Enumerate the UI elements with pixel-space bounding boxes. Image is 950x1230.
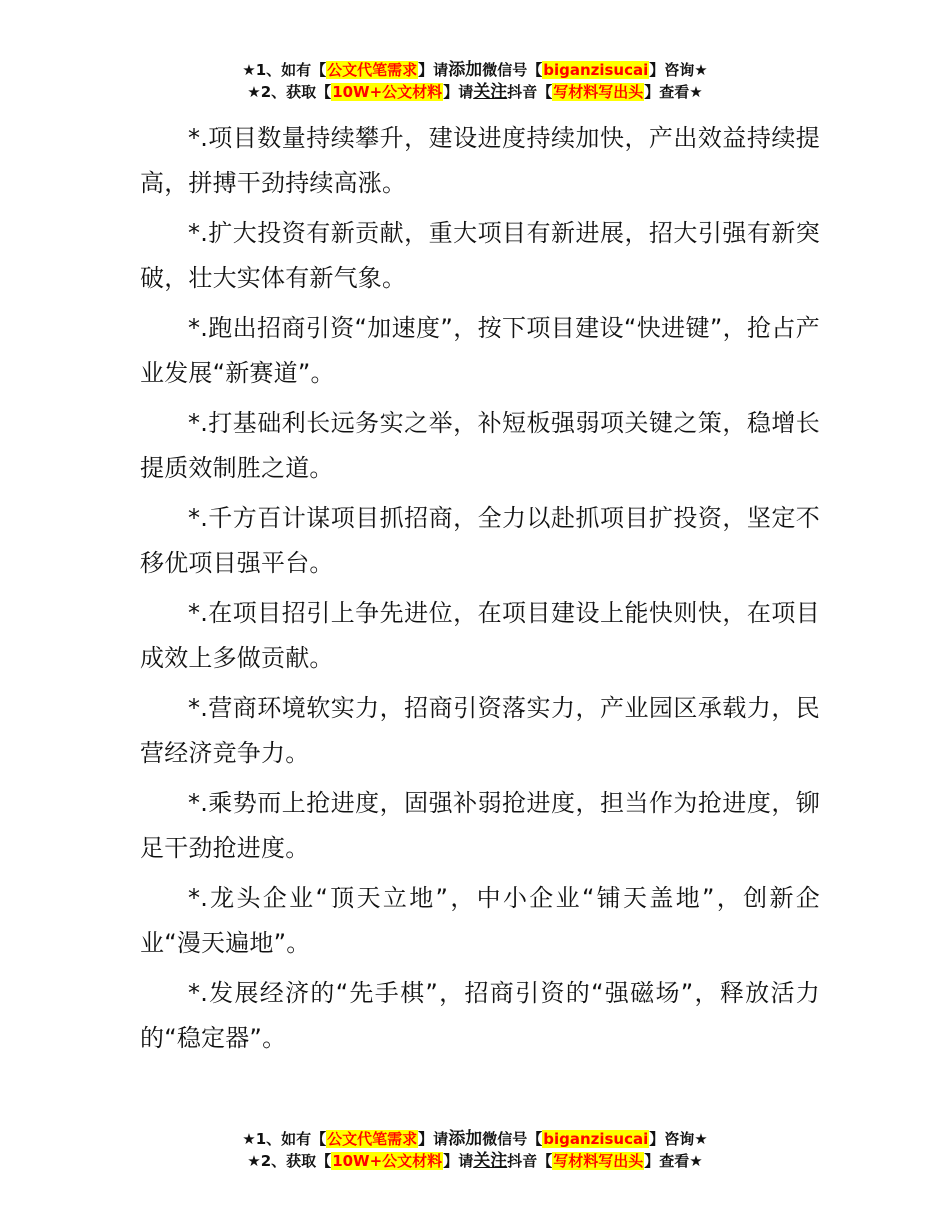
highlight-douyin-account: 写材料写出头 [553,1152,644,1170]
paragraph: *.乘势而上抢进度，固强补弱抢进度，担当作为抢进度，铆足干劲抢进度。 [140,789,820,862]
document-body [140,116,820,1066]
banner-line-2: ★2、获取【10W+公文材料】请关注抖音【写材料写出头】查看★ [247,82,703,102]
paragraph: *.扩大投资有新贡献，重大项目有新进展，招大引强有新突破，壮大实体有新气象。 [140,219,820,292]
paragraph: *.千方百计谋项目抓招商，全力以赴抓项目扩投资，坚定不移优项目强平台。 [140,504,820,577]
highlight-wechat-id: biganzisucai [543,61,649,79]
header-banner [0,59,950,103]
highlight-ghostwriting: 公文代笔需求 [327,1130,418,1148]
paragraph: *.跑出招商引资“加速度”，按下项目建设“快进键”，抢占产业发展“新赛道”。 [140,314,820,387]
highlight-materials: 10W+公文材料 [332,83,443,101]
highlight-douyin-account: 写材料写出头 [553,83,644,101]
paragraph: *.龙头企业“顶天立地”，中小企业“铺天盖地”，创新企业“漫天遍地”。 [140,884,820,957]
paragraph: *.发展经济的“先手棋”，招商引资的“强磁场”，释放活力的“稳定器”。 [140,979,820,1052]
footer-banner [0,1128,950,1172]
highlight-wechat-id: biganzisucai [543,1130,649,1148]
banner-line-1: ★1、如有【公文代笔需求】请添加微信号【biganzisucai】咨询★ [242,60,708,80]
paragraph: *.打基础利长远务实之举，补短板强弱项关键之策，稳增长提质效制胜之道。 [140,409,820,482]
paragraph: *.在项目招引上争先进位，在项目建设上能快则快，在项目成效上多做贡献。 [140,599,820,672]
highlight-ghostwriting: 公文代笔需求 [327,61,418,79]
paragraph: *.营商环境软实力，招商引资落实力，产业园区承载力，民营经济竞争力。 [140,694,820,767]
paragraph: *.项目数量持续攀升，建设进度持续加快，产出效益持续提高，拼搏干劲持续高涨。 [140,124,820,197]
highlight-materials: 10W+公文材料 [332,1152,443,1170]
banner-line-1: ★1、如有【公文代笔需求】请添加微信号【biganzisucai】咨询★ [242,1129,708,1149]
banner-line-2: ★2、获取【10W+公文材料】请关注抖音【写材料写出头】查看★ [247,1151,703,1171]
